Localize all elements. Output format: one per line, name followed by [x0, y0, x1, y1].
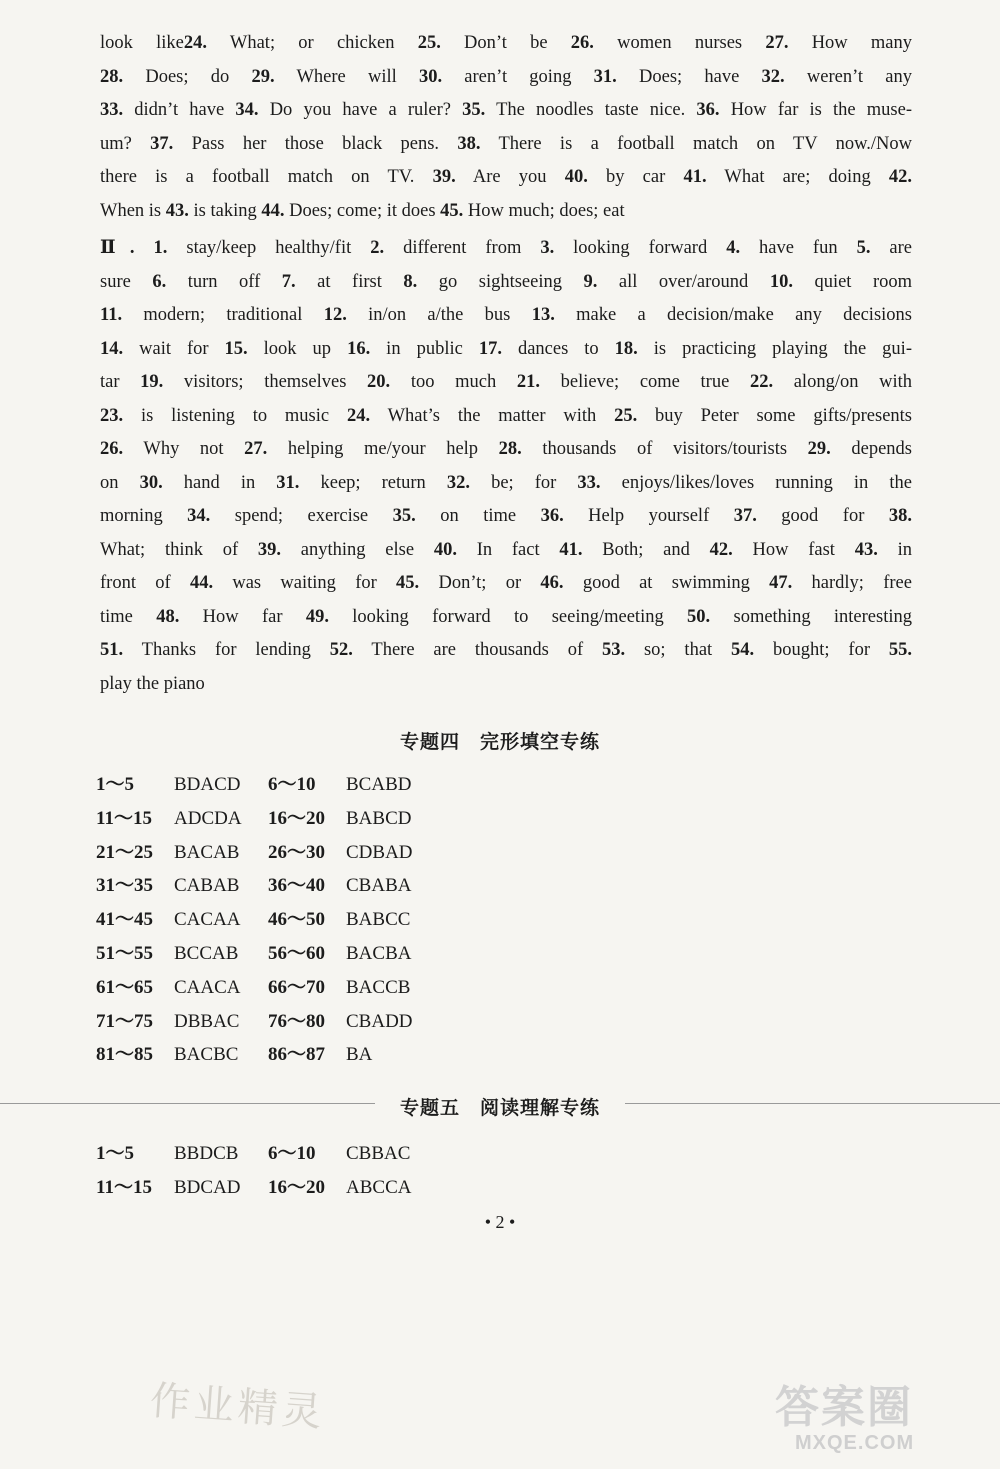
answer-text: different from	[384, 238, 541, 258]
answer-text: depends	[830, 439, 912, 459]
answer-text: visitors; themselves	[163, 372, 368, 392]
answer-letters: BCABD	[346, 774, 412, 795]
answer-text: There are thousands of	[352, 640, 602, 660]
answer-block-part-two	[100, 232, 912, 701]
watermark-left: 作业精灵	[148, 1377, 328, 1437]
answer-text: modern; traditional	[122, 305, 324, 325]
answer-text: How fast	[732, 539, 855, 560]
answer-letters: BACBA	[346, 943, 412, 964]
item-number: 44.	[261, 200, 285, 221]
answer-text: buy Peter some gifts/presents	[637, 405, 913, 426]
answer-text: stay/keep healthy/fit	[167, 238, 371, 258]
item-number: 32.	[761, 66, 785, 87]
answer-text: time	[100, 606, 157, 627]
question-range: 11～15	[96, 807, 152, 829]
item-number: 30.	[139, 472, 163, 493]
item-number: 15.	[224, 338, 248, 359]
item-number: 50.	[687, 606, 711, 627]
answer-line	[100, 366, 912, 400]
answer-letters: ADCDA	[174, 807, 242, 829]
question-range: 41～45	[96, 909, 154, 931]
answer-row	[96, 836, 440, 870]
item-number: 39.	[432, 167, 456, 187]
answer-text: go sightseeing	[417, 271, 584, 292]
answer-line	[100, 27, 912, 61]
answer-text: in/on a/the bus	[346, 305, 532, 325]
answer-text: is taking	[188, 200, 262, 221]
item-number: 53.	[602, 640, 626, 660]
item-number: 25.	[614, 405, 638, 426]
answer-text: are	[870, 238, 912, 258]
item-number: 34.	[235, 100, 259, 120]
answer-text: Help yourself	[563, 506, 734, 526]
answer-text: turn off	[166, 271, 282, 292]
answer-text: look up	[247, 338, 348, 359]
answer-text: How far is the muse-	[719, 100, 912, 120]
question-range: 16～20	[268, 807, 326, 829]
answer-text: What’s the matter with	[370, 405, 615, 426]
item-number: 29.	[251, 66, 275, 87]
item-number: 9.	[583, 271, 598, 292]
answer-text: How far	[179, 606, 306, 627]
item-number: 5.	[856, 238, 871, 258]
item-number: 33.	[577, 472, 601, 493]
item-number: 26.	[100, 439, 124, 459]
answer-letters: BBDCB	[174, 1143, 239, 1164]
item-number: 12.	[323, 305, 347, 325]
question-range: 61～65	[96, 976, 154, 998]
item-number: 25.	[417, 33, 441, 53]
item-number: 14.	[100, 338, 124, 359]
answer-text: Does; have	[616, 66, 762, 87]
item-number: 39.	[257, 539, 282, 560]
item-number: 38.	[888, 506, 912, 526]
answer-text: something interesting	[710, 606, 912, 627]
answer-line	[100, 400, 912, 434]
item-number: 45.	[396, 573, 420, 593]
item-number: 7.	[281, 271, 296, 292]
answer-line	[100, 61, 912, 95]
answer-text: When is	[100, 200, 166, 221]
item-number: 24.	[346, 405, 371, 426]
item-number: 27.	[765, 33, 789, 53]
item-number: 27.	[244, 439, 268, 459]
item-number: 40.	[564, 167, 588, 187]
answer-text: What; think of	[100, 539, 258, 560]
item-number: 41.	[683, 167, 707, 187]
item-number: 29.	[807, 439, 831, 459]
answer-text: Do you have a ruler?	[258, 100, 463, 120]
answer-text: there is a football match on TV.	[100, 167, 433, 187]
question-range: 1～5	[96, 774, 135, 795]
answer-line	[100, 668, 912, 702]
question-range: 6～10	[268, 774, 316, 795]
answer-text: wait for	[123, 338, 225, 359]
item-number: 22.	[749, 372, 774, 392]
item-number: 33.	[100, 100, 124, 120]
answer-text: Are you	[455, 167, 565, 187]
answer-text: have fun	[740, 238, 857, 258]
item-number: 37.	[733, 506, 757, 526]
answer-text: quiet room	[792, 271, 913, 292]
answer-text: Pass her those black pens.	[173, 133, 458, 154]
question-range: 31～35	[96, 875, 154, 897]
item-number: 8.	[403, 271, 418, 292]
item-number: 43.	[165, 200, 189, 221]
answer-text: on	[100, 472, 140, 493]
answer-text: women nurses	[593, 33, 766, 53]
answer-block-part-one	[100, 27, 912, 228]
answer-text: anything else	[281, 539, 434, 560]
answer-text: look like	[100, 33, 184, 53]
answer-row	[96, 903, 440, 937]
item-number: 54.	[731, 640, 755, 660]
watermark-url: MXQE.COM	[795, 1432, 915, 1454]
question-range: 66～70	[268, 976, 326, 998]
answer-letters: ABCCA	[346, 1176, 412, 1198]
item-number: 48.	[156, 606, 180, 627]
answer-text: morning	[100, 506, 188, 526]
item-number: 28.	[498, 439, 522, 459]
answer-text: Both; and	[582, 539, 710, 560]
answer-text: at first	[295, 271, 404, 292]
question-range: 86～87	[268, 1044, 326, 1066]
item-number: 21.	[516, 372, 540, 392]
answer-row	[96, 971, 440, 1005]
answer-text: on time	[415, 506, 541, 526]
item-number: 42.	[888, 167, 912, 187]
item-number: 26.	[570, 33, 594, 53]
answer-line	[100, 299, 912, 333]
answer-line	[100, 266, 912, 300]
answer-text: Don’t; or	[419, 573, 541, 593]
answer-row	[96, 869, 440, 903]
answer-text: weren’t any	[784, 66, 912, 87]
question-range: 51～55	[96, 943, 154, 964]
answer-text: in public	[370, 338, 479, 359]
answer-text: believe; come true	[539, 372, 750, 392]
answer-text: good for	[756, 506, 889, 526]
answer-text: dances to	[501, 338, 615, 359]
item-number: 38.	[457, 133, 481, 154]
answer-line	[100, 634, 912, 668]
answer-row	[96, 768, 440, 802]
answer-text: looking forward	[554, 238, 727, 258]
item-number: 41.	[559, 539, 583, 560]
answer-line	[100, 601, 912, 635]
item-number: 30.	[418, 66, 443, 87]
answer-text: Where will	[274, 66, 419, 87]
item-number: 49.	[305, 606, 329, 627]
question-range: 71～75	[96, 1010, 154, 1032]
item-number: 46.	[540, 573, 564, 593]
answer-letters: CDBAD	[346, 841, 413, 863]
section-five-title: 专题五 阅读理解专练	[399, 1097, 600, 1119]
item-number: 20.	[367, 372, 391, 392]
item-number: 32.	[446, 472, 471, 493]
answer-text: Does; come; it does	[284, 200, 441, 221]
item-number: 51.	[100, 640, 124, 660]
answer-letters: BACCB	[346, 976, 411, 998]
answer-letters: CABAB	[174, 875, 240, 897]
answer-letters: BABCD	[346, 807, 412, 829]
item-number: 18.	[614, 338, 638, 359]
item-number: 52.	[329, 640, 353, 660]
answer-text: hardly; free	[792, 573, 912, 593]
answer-text: is practicing playing the gui-	[637, 338, 912, 359]
answer-line	[100, 500, 912, 534]
item-number: 35.	[462, 100, 486, 120]
answer-text: How many	[788, 33, 912, 53]
answer-text: hand in	[162, 472, 277, 493]
item-number: 47.	[769, 573, 793, 593]
answer-text: was waiting for	[213, 573, 397, 593]
answer-text: There is a football match on TV now./Now	[480, 133, 913, 154]
answer-text: make a decision/make any decisions	[554, 305, 912, 325]
answer-line	[100, 195, 912, 229]
item-number: 10.	[769, 271, 793, 292]
answer-text: keep; return	[299, 472, 447, 493]
answer-text: Does; do	[123, 66, 252, 87]
watermark-logo	[775, 1384, 985, 1464]
answer-text: thousands of visitors/tourists	[521, 439, 808, 459]
answer-line	[100, 567, 912, 601]
item-number: 40.	[433, 539, 457, 560]
item-number: 42.	[709, 539, 733, 560]
answer-letters: BDCAD	[174, 1176, 241, 1198]
answer-text: enjoys/likes/loves running in the	[600, 472, 912, 493]
item-number: 28.	[100, 66, 124, 87]
answer-text: helping me/your help	[267, 439, 499, 459]
answer-text: good at swimming	[563, 573, 770, 593]
answer-text: play the piano	[100, 673, 205, 694]
item-number: 34.	[187, 506, 211, 526]
answer-letters: CBBAC	[346, 1143, 411, 1164]
item-number: 31.	[276, 472, 300, 493]
question-range: 21～25	[96, 841, 154, 863]
item-number: 11.	[100, 305, 123, 325]
item-number: 55.	[888, 640, 912, 660]
answer-line	[100, 128, 912, 162]
answer-text: in	[877, 539, 912, 560]
answer-row	[96, 937, 440, 971]
answer-text: tar	[100, 372, 141, 392]
answer-line	[100, 161, 912, 195]
answer-line	[100, 333, 912, 367]
answer-row	[96, 1005, 440, 1039]
answer-letters: BDACD	[174, 774, 241, 795]
answer-letters: BACAB	[174, 841, 240, 863]
item-number: 16.	[347, 338, 371, 359]
question-range: 81～85	[96, 1044, 154, 1066]
answer-letters: BCCAB	[174, 943, 239, 964]
answer-line	[100, 232, 912, 266]
answer-text: by car	[587, 167, 684, 187]
answer-text: The noodles taste nice.	[485, 100, 697, 120]
answer-text: um?	[100, 133, 151, 154]
answer-text: front of	[100, 573, 190, 593]
answer-text: In fact	[456, 539, 560, 560]
item-number: 31.	[593, 66, 617, 87]
question-range: 36～40	[268, 875, 326, 897]
answer-text: looking forward to seeing/meeting	[328, 606, 688, 627]
page-number: • 2 •	[484, 1212, 516, 1232]
question-range: 16～20	[268, 1176, 326, 1198]
answer-text: spend; exercise	[210, 506, 393, 526]
answer-line	[100, 534, 912, 568]
item-number: 45.	[440, 200, 464, 221]
answer-letters: CBABA	[346, 875, 412, 897]
item-number: 4.	[726, 238, 741, 258]
question-range: 26～30	[268, 841, 326, 863]
answer-text: along/on with	[773, 372, 912, 392]
answer-letters: BABCC	[346, 909, 411, 931]
item-number: 44.	[189, 573, 214, 593]
answer-text: What are; doing	[706, 167, 889, 187]
answer-text: Thanks for lending	[123, 640, 330, 660]
item-number: 36.	[696, 100, 720, 120]
answer-line	[100, 94, 912, 128]
answer-text: Why not	[123, 439, 245, 459]
answer-text: too much	[390, 372, 517, 392]
answer-letters: CBADD	[346, 1010, 413, 1032]
answer-row	[96, 802, 440, 836]
item-number: 35.	[392, 506, 416, 526]
item-number: Ⅱ. 1.	[100, 238, 168, 258]
answer-line	[100, 467, 912, 501]
answer-text: How much; does; eat	[463, 200, 625, 221]
answer-line	[100, 433, 912, 467]
answer-row	[96, 1171, 440, 1205]
item-number: 13.	[531, 305, 555, 325]
answer-text: aren’t going	[442, 66, 594, 87]
item-number: 19.	[140, 372, 164, 392]
answer-text: be; for	[470, 472, 578, 493]
question-range: 46～50	[268, 909, 326, 931]
answer-text: so; that	[625, 640, 732, 660]
answer-text: sure	[100, 271, 153, 292]
answer-text: What; or chicken	[206, 33, 418, 53]
item-number: 6.	[152, 271, 167, 292]
answer-text: bought; for	[754, 640, 889, 660]
item-number: 3.	[540, 238, 555, 258]
question-range: 11～15	[96, 1176, 152, 1198]
item-number: 36.	[540, 506, 564, 526]
answer-text: didn’t have	[123, 100, 236, 120]
item-number: 23.	[100, 405, 124, 426]
answer-text: all over/around	[597, 271, 770, 292]
question-range: 1～5	[96, 1143, 135, 1164]
answer-row	[96, 1137, 440, 1171]
answer-letters: CAACA	[174, 976, 241, 998]
answer-row	[96, 1038, 440, 1072]
item-number: 17.	[478, 338, 502, 359]
question-range: 56～60	[268, 943, 326, 964]
item-number: 37.	[150, 133, 174, 154]
answer-letters: BA	[346, 1044, 373, 1066]
item-number: 43.	[854, 539, 878, 560]
question-range: 76～80	[268, 1010, 326, 1032]
item-number: 2.	[370, 238, 385, 258]
watermark-logo-text: 答案圈	[775, 1382, 913, 1433]
question-range: 6～10	[268, 1143, 316, 1164]
answer-text: is listening to music	[123, 405, 347, 426]
item-number: 24.	[183, 33, 207, 53]
answer-letters: BACBC	[174, 1044, 239, 1066]
answer-text: Don’t be	[440, 33, 571, 53]
section-four-title: 专题四 完形填空专练	[399, 731, 600, 753]
answer-letters: CACAA	[174, 909, 241, 931]
answer-letters: DBBAC	[174, 1010, 240, 1032]
